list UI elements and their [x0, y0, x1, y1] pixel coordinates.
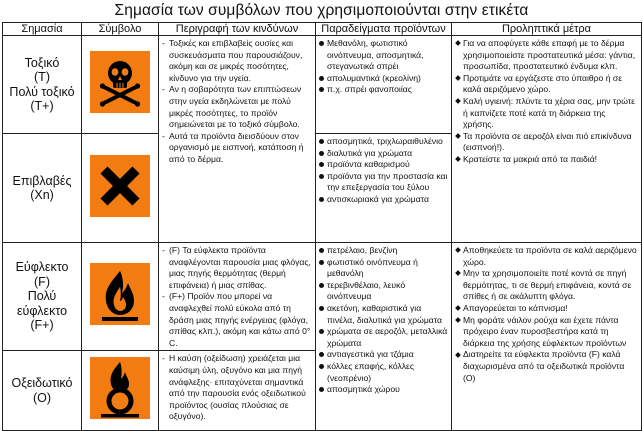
description-cell	[159, 351, 316, 431]
meaning-cell	[3, 36, 82, 134]
description-item: - Τοξικές και επιβλαβείς ουσίες και συσκευάσματα που παρουσιάζουν, ακόμη και σε μικρές ποσότητες, κίνδυνο για την υγεία.	[162, 38, 312, 84]
meaning-line: εύφλεκτο	[16, 303, 68, 318]
header-examples: Παραδείγματα προϊόντων	[316, 23, 452, 36]
meaning-line: (F+)	[30, 318, 54, 333]
example-item: τερεβινθέλαιο, λευκό οινόπνευμα	[319, 280, 448, 303]
header-precautions: Προληπτικά μέτρα	[452, 23, 642, 36]
table-row	[3, 36, 642, 134]
precaution-item: Κρατείστε τα μακριά από τα παιδιά!	[455, 154, 638, 166]
example-item: αντιαγεστικά για τζάμια	[319, 349, 448, 361]
symbol-cell	[82, 243, 159, 351]
example-item: προϊόντα καθαρισμού	[319, 159, 448, 171]
cross-icon	[90, 155, 150, 217]
skull-and-crossbones-icon	[90, 51, 150, 113]
example-item: ακετόνη, καθαριστικά για πινέλα, διαλυτικά για χρώματα	[319, 303, 448, 326]
example-item: αποσμητικά χώρου	[319, 384, 448, 396]
precaution-item: Διατηρείτε τα εύφλεκτα προϊόντα (F) καλά διαχωρισμένα από τα οξειδωτικά προϊόντα (O)	[455, 349, 638, 384]
meaning-line: (Xn)	[30, 188, 54, 202]
precaution-item: Απαγορεύεται το κάπνισμα!	[455, 303, 638, 315]
precaution-item: Καλή υγιεινή: πλύντε τα χέρια σας, μην τρώτε ή καπνίζετε ποτέ κατά τη διάρκεια της χρήσης.	[455, 96, 638, 131]
example-item: αντισκωριακά για χρώματα	[319, 194, 448, 206]
symbol-cell	[82, 134, 159, 243]
example-item: απολυμαντικά (κρεολίνη)	[319, 73, 448, 85]
precaution-item: Προτιμάτε να εργάζεστε στο ύπαιθρο ή σε καλά αεριζόμενο χώρο.	[455, 73, 638, 96]
meaning-line: Εύφλεκτο	[15, 260, 69, 275]
header-meaning: Σημασία	[3, 23, 82, 36]
meaning-line: Επιβλαβές	[12, 173, 72, 188]
precaution-item: Τα προϊόντα σε αεροζόλ είναι πιό επικίνδυνα (εισπνοή!).	[455, 131, 638, 154]
page-title: Σημασία των συμβόλων που χρησιμοποιούνται στην ετικέτα	[114, 2, 529, 19]
header-description: Περιγραφή των κινδύνων	[159, 23, 316, 36]
description-item: - Αυτά τα προϊόντα διεισδύουν στον οργανισμό με εισπνοή, κατάποση ή από το δέρμα.	[162, 131, 312, 166]
precaution-item: Μη φοράτε νάιλον ρούχα και έχετε πάντα πρόχειρο έναν πυροσβεστήρα κατά τη διάρκεια της χρήσης εύφλεκτων προϊόντων	[455, 315, 638, 350]
meaning-line: (O)	[32, 390, 52, 405]
meaning-cell	[3, 134, 82, 243]
precaution-item: Αποθηκεύετε τα προϊόντα σε καλά αεριζόμενο χώρο.	[455, 245, 638, 268]
example-item: Μεθανόλη, φωτιστικό οινόπνευμα, αποσμητικά, στεγανωτικά σπρέι	[319, 38, 448, 73]
description-item: - Αν η σοβαρότητα των επιπτώσεων στην υγεία εκδηλώνεται με πολύ μικρές ποσότητες, το προϊόν σημειώνεται με το τοξικό σύμβολο.	[162, 84, 312, 130]
precautions-cell	[452, 243, 642, 431]
precaution-item: Για να αποφύγετε κάθε επαφή με το δέρμα χρησιμοποιείστε προστατευτικά μέσα: γάντια, προσωπίδα, προστατευτικό ένδυμα κλπ.	[455, 38, 638, 73]
meaning-line: Πολύ τοξικό	[9, 84, 75, 99]
flame-icon	[90, 263, 150, 325]
hazard-symbols-table	[2, 22, 642, 431]
description-item: - (F+) Προϊόν που μπορεί να αναφλεχθεί πολύ εύκολα από τη δράση μιας πηγής ενέργειας (φλόγα, σπίθας κλπ.), ακόμη και κάτω από 0° C.	[162, 291, 312, 349]
symbol-cell	[82, 36, 159, 134]
meaning-line: Οξειδωτικό	[11, 376, 73, 391]
examples-cell	[316, 36, 452, 134]
meaning-line: (T+)	[30, 99, 54, 113]
symbol-cell	[82, 351, 159, 431]
examples-cell	[316, 243, 452, 431]
meaning-line: (F)	[34, 274, 50, 289]
precautions-cell	[452, 36, 642, 243]
example-item: διαλυτικά για χρώματα	[319, 148, 448, 160]
description-item: - (F) Τα εύφλεκτα προϊόντα αναφλέγονται παρουσία μιας φλόγας, μιας πηγής θερμότητας (θερμή επιφάνεια) ή μιας σπίθας.	[162, 245, 312, 291]
header-symbol: Σύμβολο	[82, 23, 159, 36]
example-item: πετρέλαιο, βενζίνη	[319, 245, 448, 257]
description-cell	[159, 36, 316, 243]
description-item: - Η καύση (οξείδωση) χρειάζεται μια καύσιμη ύλη, οξυγόνο και μια πηγή ανάφλεξης· επιταχύνεται σημαντικά από την παρουσία ενός οξειδωτικού προϊόντος (ουσίας πλούσιας σε οξυγόνο).	[162, 353, 312, 423]
precaution-item: Μην τα χρησιμοποιείτε ποτέ κοντά σε πηγή θερμότητας, τι σε θερμή επιφάνεια, κοντά σε σπίθες ή σε ακάλυπτη φλόγα.	[455, 268, 638, 303]
table-header-row	[3, 23, 642, 36]
flame-over-circle-icon	[90, 357, 150, 419]
meaning-line: (T)	[34, 70, 50, 84]
example-item: φωτιστικό οινόπνευμα ή μεθανόλη	[319, 257, 448, 280]
example-item: προϊόντα για την προστασία και την επεξεργασία του ξύλου	[319, 171, 448, 194]
example-item: κόλλες επαφής, κόλλες (νεοπρένιο)	[319, 361, 448, 384]
example-item: π.χ. σπρέι φανοποιίας	[319, 84, 448, 96]
meaning-line: Πολύ	[27, 289, 57, 304]
example-item: αποσμητικά, τριχλωραιθυλένιο	[319, 136, 448, 148]
meaning-cell	[3, 243, 82, 351]
example-item: χρώματα σε αεροζόλ, μεταλλικά χρώματα	[319, 326, 448, 349]
meaning-line: Τοξικό	[24, 55, 60, 70]
description-cell	[159, 243, 316, 351]
meaning-cell	[3, 351, 82, 431]
examples-cell	[316, 134, 452, 243]
table-row	[3, 243, 642, 351]
